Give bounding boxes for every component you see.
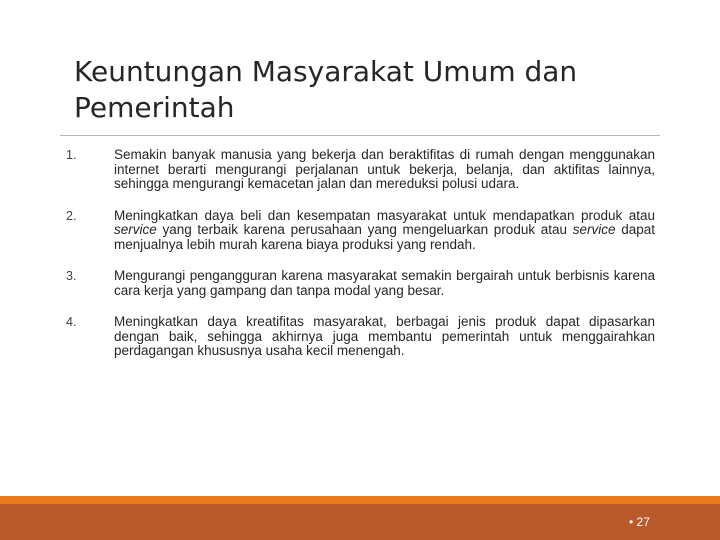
- benefits-list: [60, 148, 660, 376]
- slide-title: Keuntungan Masyarakat Umum dan Pemerintah: [74, 55, 578, 124]
- footer-accent-bar: [0, 496, 720, 504]
- item-text-part: Meningkatkan daya beli dan kesempatan masyarakat untuk mendapatkan produk atau: [114, 207, 655, 223]
- item-number: 3.: [66, 269, 77, 283]
- page-number-value: 27: [636, 515, 650, 529]
- item-number: 1.: [66, 148, 77, 162]
- item-text: Meningkatkan daya kreatifitas masyarakat, berbagai jenis produk dapat dipasarkan dengan baik, sehingga akhirnya juga membantu pemerintah untuk menggairahkan perdagangan khususnya usaha kecil menengah.: [114, 314, 655, 358]
- item-number: 2.: [66, 208, 77, 223]
- list-item: [60, 209, 660, 253]
- item-text-part: dapat menjualnya lebih murah karena biaya produksi yang rendah.: [114, 222, 655, 252]
- item-text-part: yang terbaik karena perusahaan yang mengeluarkan produk atau: [156, 222, 573, 237]
- title-divider: [60, 135, 660, 136]
- list-item: [60, 269, 660, 298]
- item-text-italic: service: [114, 222, 157, 237]
- list-item: [60, 148, 660, 192]
- page-bullet: •: [629, 515, 634, 529]
- item-text: [114, 209, 655, 253]
- list-item: [60, 315, 660, 359]
- item-text-italic: service: [572, 222, 616, 237]
- item-number: 4.: [66, 315, 77, 329]
- item-text: Semakin banyak manusia yang bekerja dan beraktifitas di rumah dengan menggunakan internet berarti mengurangi perjalanan untuk bekerja, belanja, dan aktifitas lainnya, sehingga mengurangi kemacetan jalan dan mereduksi polusi udara.: [114, 147, 655, 191]
- item-text: Mengurangi pengangguran karena masyarakat semakin bergairah untuk berbisnis karena cara kerja yang gampang dan tanpa modal yang besar.: [114, 268, 655, 298]
- page-number: [629, 515, 650, 529]
- footer-band: [0, 504, 720, 540]
